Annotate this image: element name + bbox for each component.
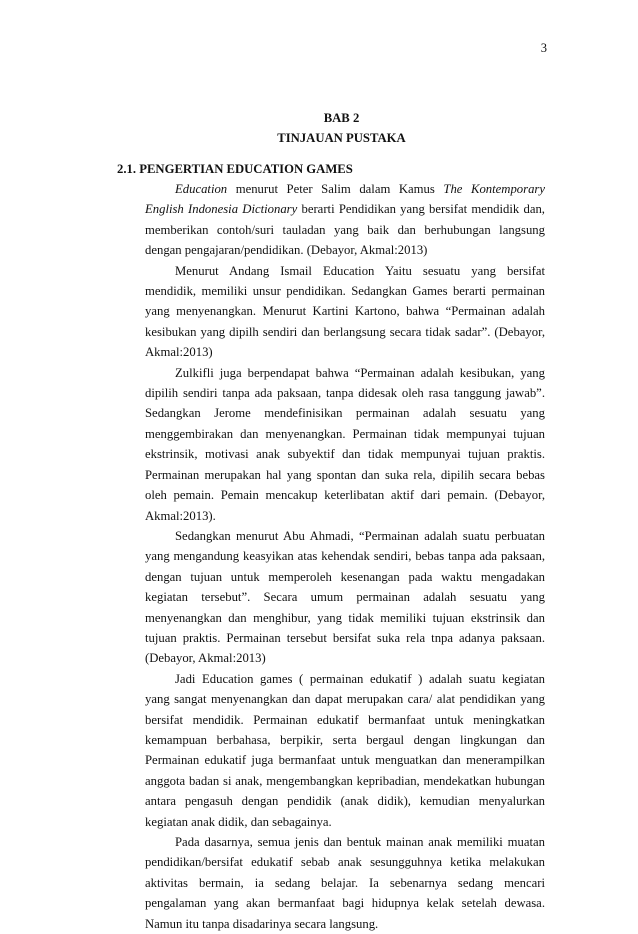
text-line: Jadi Education games ( permainan edukatif ) adalah suatu kegiatan xyxy=(175,671,545,686)
text-line: kesibukan yang dipilh sendiri dan berlangsung secara tidak sadar”. (Debayor, xyxy=(145,324,545,339)
chapter-label: BAB 2 xyxy=(323,111,360,125)
text-line: kegiatan tersebut”. Secara umum permainan adalah sesuatu yang xyxy=(145,590,545,605)
text-line: Sedangkan menurut Abu Ahmadi, “Permainan adalah suatu perbuatan xyxy=(175,528,545,543)
paragraph xyxy=(145,363,545,526)
section-number: 2.1. xyxy=(117,162,137,176)
text-line: Permainan edukatif juga bermanfaat untuk menguatkan dan menerampilkan xyxy=(145,753,545,768)
text-line: yang sangat menyenangkan dan dapat merupakan cara/ alat pendidikan yang xyxy=(145,692,545,707)
chapter-title: TINJAUAN PUSTAKA xyxy=(277,131,406,145)
text-line: antara pengasuh dengan pendidik (anak didik), kemudian menyalurkan xyxy=(145,794,545,809)
paragraph xyxy=(145,261,545,363)
text-line: yang mengandung keasyikan atas kehendak sendiri, bebas tanpa ada paksaan, xyxy=(145,549,545,564)
page-number: 3 xyxy=(540,41,547,55)
text-line: (Debayor, Akmal:2013) xyxy=(145,651,266,666)
text-line: bersifat mendidik. Permainan edukatif bermanfaat untuk meningkatkan xyxy=(145,712,545,727)
text-line: pengalaman yang akan bermanfaat bagi hidupnya kelak setelah dewasa. xyxy=(145,896,545,911)
text-line: aktivitas bermain, ia sedang belajar. Ia sebenarnya sedang mencari xyxy=(145,875,545,890)
paragraph xyxy=(145,832,545,934)
text-line: oleh pemain. Pemain mencakup keterlibatan aktif dari pemain. (Debayor, xyxy=(145,488,545,503)
text-line: Akmal:2013). xyxy=(145,508,216,523)
text-line: dipilih sendiri tanpa ada paksaan, tanpa didesak oleh rasa tanggung jawab”. xyxy=(145,386,545,401)
text-line: yang menyenangkan. Menurut Kartini Kartono, bahwa “Permainan adalah xyxy=(145,304,545,319)
section-title: PENGERTIAN EDUCATION GAMES xyxy=(139,162,353,176)
section-heading xyxy=(117,159,353,179)
text-line: Permainan merupakan hal yang spontan dan suka rela, dipilih secara bebas xyxy=(145,467,545,482)
text-line: anggota badan si anak, mengembangkan kepribadian, mendekatkan hubungan xyxy=(145,773,545,788)
text-line: menyenangkan dan menghibur, yang tidak memiliki tujuan ekstrinsik dan xyxy=(145,610,545,625)
text-line: tujuan praktis. Permainan tersebut bersifat suka rela tnpa adanya paksaan. xyxy=(145,630,545,645)
paragraph xyxy=(145,179,545,261)
text-line: Sedangkan Jerome mendefinisikan permainan adalah sesuatu yang xyxy=(145,406,545,421)
text-line: kemampuan berbahasa, berpikir, serta bergaul dengan lingkungan dan xyxy=(145,732,545,747)
chapter-heading xyxy=(0,108,638,148)
body-text xyxy=(145,179,545,934)
text-line: ekstrinsik, motivasi anak subyektif dan tidak mempunyai tujuan praktis. xyxy=(145,447,545,462)
text-line: English Indonesia Dictionary berarti Pendidikan yang bersifat mendidik dan, xyxy=(145,202,545,217)
text-line: Pada dasarnya, semua jenis dan bentuk mainan anak memiliki muatan xyxy=(175,835,545,849)
text-line: menggembirakan dan menyenangkan. Permainan tidak mempunyai tujuan xyxy=(145,426,545,441)
text-line: Zulkifli juga berpendapat bahwa “Permainan adalah kesibukan, yang xyxy=(175,365,545,380)
text-line: Akmal:2013) xyxy=(145,345,213,360)
text-line: pendidikan/bersifat edukatif sebab anak sesungguhnya ketika melakukan xyxy=(145,855,545,870)
text-line: Menurut Andang Ismail Education Yaitu sesuatu yang bersifat xyxy=(175,263,545,278)
text-line: kegiatan anak didik, dan sebagainya. xyxy=(145,814,332,829)
text-line: Education menurut Peter Salim dalam Kamus The Kontemporary xyxy=(175,182,545,196)
text-line: mendidik, memiliki unsur pendidikan. Sedangkan Games berarti permainan xyxy=(145,284,545,299)
text-line: memberikan contoh/suri tauladan yang baik dan berhubungan langsung xyxy=(145,222,545,237)
text-line: Namun itu tanpa disadarinya secara langsung. xyxy=(145,916,379,931)
text-line: dengan pengajaran/pendidikan. (Debayor, Akmal:2013) xyxy=(145,243,428,258)
paragraph xyxy=(145,669,545,832)
paragraph xyxy=(145,526,545,669)
text-line: dengan tujuan untuk memperoleh kesenangan pada waktu mengadakan xyxy=(145,569,545,584)
